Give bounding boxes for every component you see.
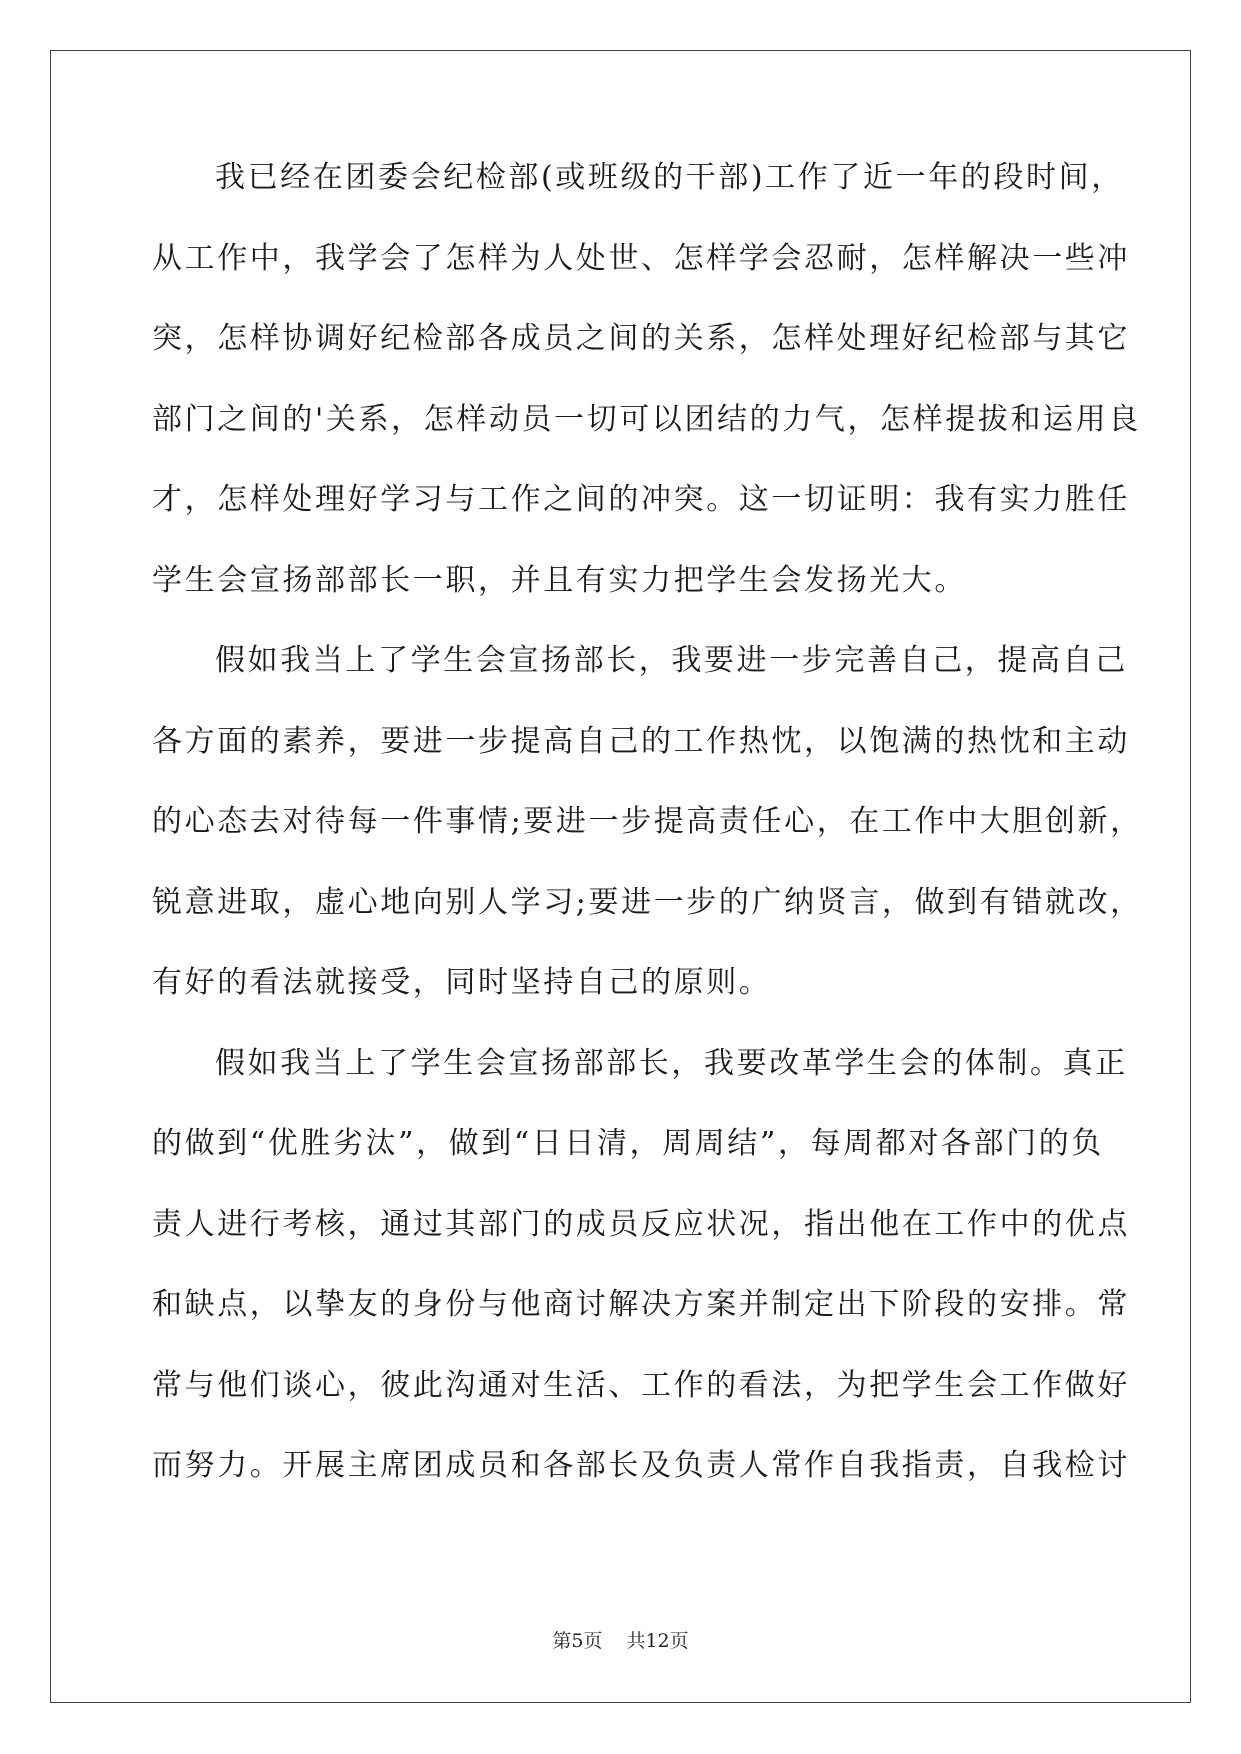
- paragraph-line: 突，怎样协调好纪检部各成员之间的关系，怎样处理好纪检部与其它: [152, 321, 1130, 356]
- paragraph-line: 有好的看法就接受，同时坚持自己的原则。: [152, 965, 772, 1000]
- paragraph-line: 的心态去对待每一件事情;要进一步提高责任心，在工作中大胆创新，: [152, 804, 1143, 839]
- paragraph-line: 部门之间的'关系，怎样动员一切可以团结的力气，怎样提拔和运用良: [152, 401, 1141, 437]
- page-total: 共12页: [626, 1630, 689, 1652]
- paragraph-line: 假如我当上了学生会宣扬部部长，我要改革学生会的体制。真正: [215, 1045, 1128, 1081]
- document-body: [152, 160, 1143, 1529]
- paragraph-line: 从工作中，我学会了怎样为人处世、怎样学会忍耐，怎样解决一些冲: [152, 240, 1130, 276]
- paragraph-line: 各方面的素养，要进一步提高自己的工作热忱，以饱满的热忱和主动: [152, 723, 1130, 759]
- paragraph-line: 才，怎样处理好学习与工作之间的冲突。这一切证明：我有实力胜任: [152, 482, 1130, 517]
- paragraph-line: 常与他们谈心，彼此沟通对生活、工作的看法，为把学生会工作做好: [152, 1367, 1130, 1403]
- paragraph-line: 假如我当上了学生会宣扬部长，我要进一步完善自己，提高自己: [215, 643, 1128, 678]
- paragraph-line: 责人进行考核，通过其部门的成员反应状况，指出他在工作中的优点: [152, 1206, 1130, 1242]
- page-number: 第5页: [552, 1630, 603, 1652]
- paragraph-line: 学生会宣扬部部长一职，并且有实力把学生会发扬光大。: [152, 562, 967, 598]
- paragraph-line: 而努力。开展主席团成员和各部长及负责人常作自我指责，自我检讨: [152, 1448, 1130, 1483]
- paragraph-line: 的做到“优胜劣汰”，做到“日日清，周周结”，每周都对各部门的负: [152, 1126, 1104, 1161]
- paragraph-line: 锐意进取，虚心地向别人学习;要进一步的广纳贤言，做到有错就改，: [152, 884, 1143, 920]
- paragraph-line: 和缺点，以挚友的身份与他商讨解决方案并制定出下阶段的安排。常: [152, 1287, 1130, 1322]
- paragraph-line: 我已经在团委会纪检部(或班级的干部)工作了近一年的段时间，: [215, 160, 1124, 195]
- page-footer: [0, 1626, 1241, 1653]
